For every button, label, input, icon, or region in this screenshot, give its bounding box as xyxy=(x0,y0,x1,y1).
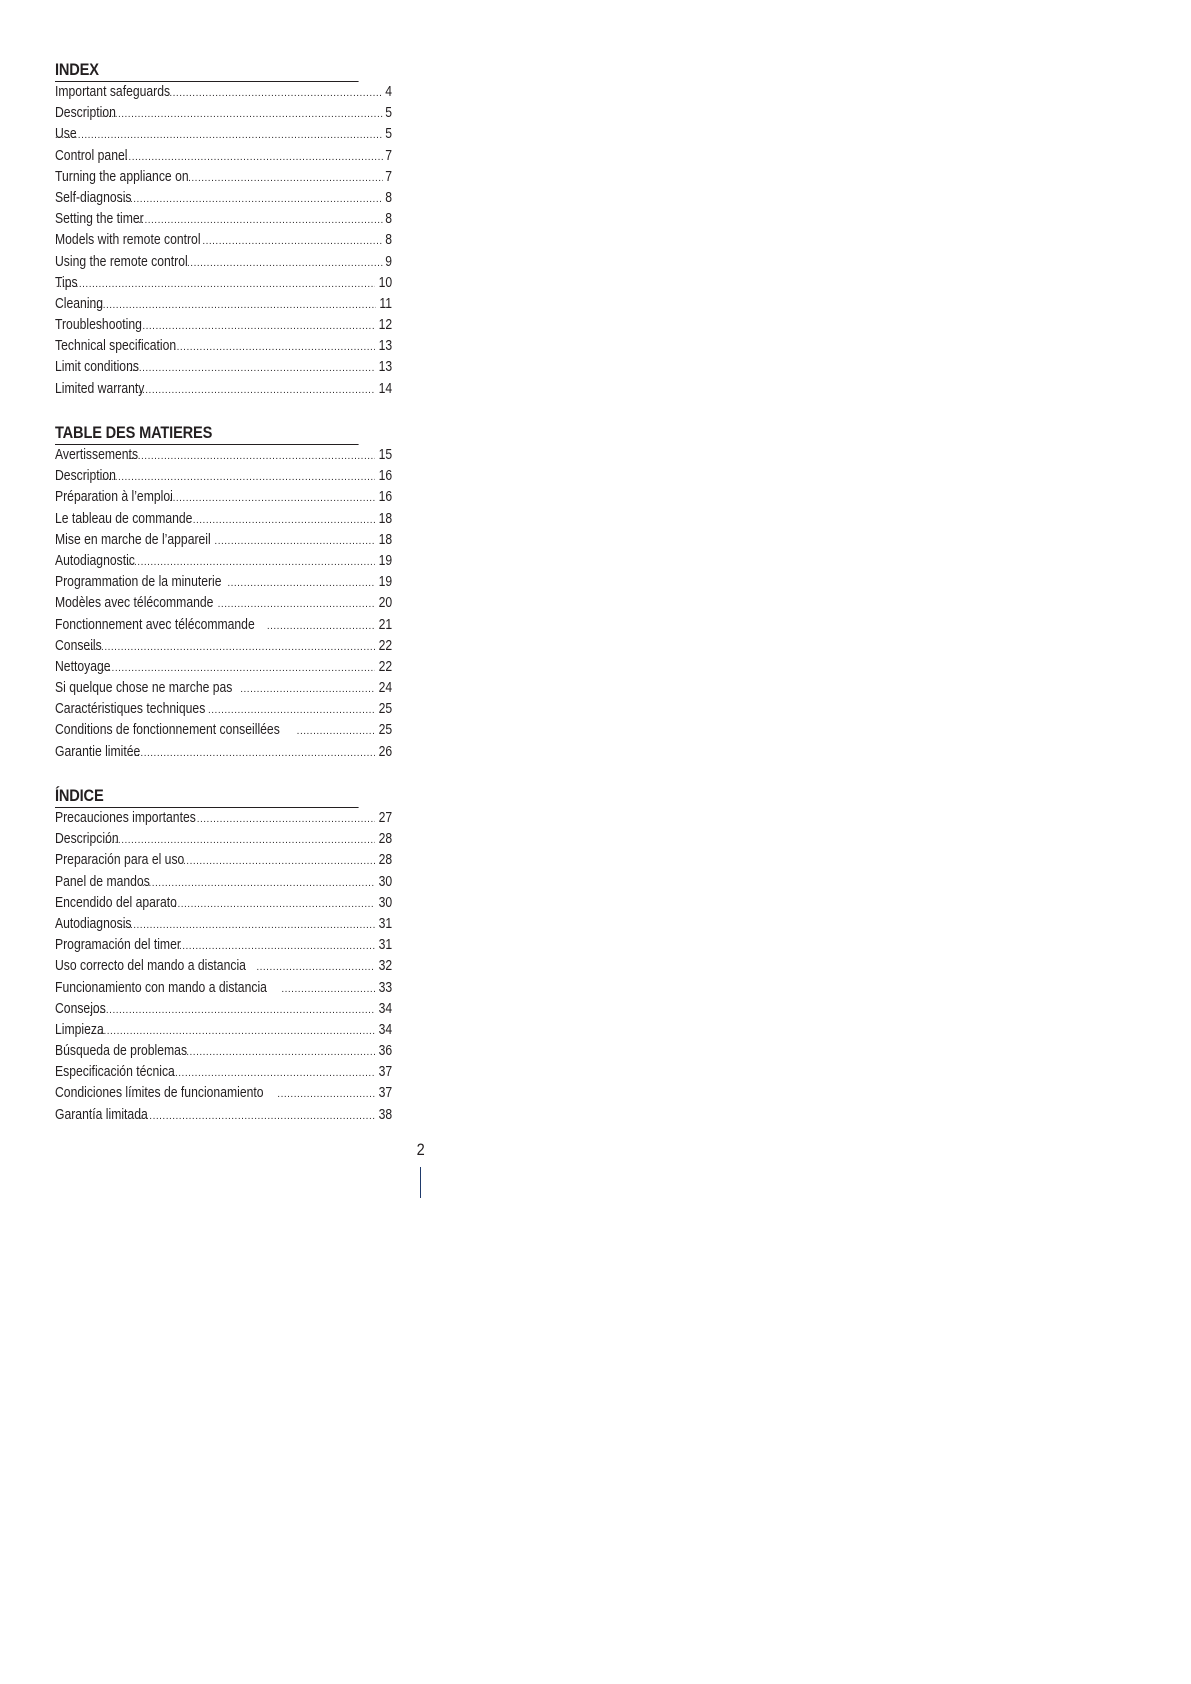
toc-entry[interactable] xyxy=(55,487,392,508)
toc-entry-label: Descripción xyxy=(55,831,119,848)
toc-entry-label: Autodiagnosis xyxy=(55,915,132,932)
toc-dot-leader xyxy=(56,274,375,294)
page-number-rule xyxy=(420,1167,421,1198)
toc-dot-leader xyxy=(120,189,383,209)
toc-entry-label: Consejos xyxy=(55,1000,106,1017)
toc-entry-label: Si quelque chose ne marche pas xyxy=(55,680,233,697)
toc-entry-page: 8 xyxy=(385,232,392,249)
toc-entry-label: Condiciones límites de funcionamiento xyxy=(55,1085,264,1102)
toc-entry-label: Self-diagnosis xyxy=(55,189,132,206)
toc-entry-page: 11 xyxy=(379,295,392,312)
toc-dot-leader xyxy=(135,380,374,400)
toc-dot-leader xyxy=(142,873,375,893)
toc-entry[interactable] xyxy=(55,466,392,487)
toc-section-title: TABLE DES MATIERES xyxy=(55,423,359,445)
toc-entry-label: Especificación técnica xyxy=(55,1064,175,1081)
toc-dot-leader xyxy=(120,915,375,935)
toc-entry[interactable] xyxy=(55,188,392,209)
toc-entry-label: Garantie limitée xyxy=(55,743,141,760)
toc-entry-label: Tips xyxy=(55,274,78,291)
toc-entry-page: 20 xyxy=(378,595,392,612)
toc-entry[interactable] xyxy=(55,699,392,720)
toc-entry[interactable] xyxy=(55,230,392,251)
toc-entry-page: 7 xyxy=(385,168,392,185)
toc-dot-leader xyxy=(277,1084,375,1104)
toc-dot-leader xyxy=(128,446,375,466)
toc-entry[interactable] xyxy=(55,509,392,530)
toc-entry[interactable] xyxy=(55,1083,392,1104)
toc-entry-page: 4 xyxy=(385,84,392,100)
toc-dot-leader xyxy=(173,337,375,357)
toc-entry-label: Use xyxy=(55,126,77,143)
toc-entry[interactable] xyxy=(55,336,392,357)
toc-entry[interactable] xyxy=(55,1062,392,1083)
toc-entry[interactable] xyxy=(55,167,392,188)
toc-dot-leader xyxy=(115,147,383,167)
toc-entry-page: 31 xyxy=(378,915,392,932)
toc-section-title: INDEX xyxy=(55,60,359,82)
toc-entry-label: Funcionamiento con mando a distancia xyxy=(55,979,267,996)
toc-entry-page: 28 xyxy=(378,852,392,869)
toc-entry-label: Preparación para el uso xyxy=(55,852,185,869)
toc-entry-label: Garantía limitada xyxy=(55,1106,148,1123)
toc-entry[interactable] xyxy=(55,593,392,614)
toc-entry[interactable] xyxy=(55,657,392,678)
toc-entry-page: 27 xyxy=(378,810,392,826)
toc-entry[interactable] xyxy=(55,572,392,593)
toc-dot-leader xyxy=(267,616,375,636)
toc-entry-label: Limpieza xyxy=(55,1021,104,1038)
toc-entry-page: 8 xyxy=(385,211,392,228)
toc-entry[interactable] xyxy=(55,1041,392,1062)
toc-entry[interactable] xyxy=(55,273,392,294)
toc-entry[interactable] xyxy=(55,720,392,741)
toc-entry-label: Using the remote control xyxy=(55,253,188,270)
toc-entry-page: 13 xyxy=(378,338,392,355)
toc-dot-leader xyxy=(193,510,375,530)
toc-entry-label: Modèles avec télécommande xyxy=(55,595,214,612)
toc-dot-leader xyxy=(90,1000,375,1020)
toc-entry-page: 16 xyxy=(378,489,392,506)
toc-section-title: ÍNDICE xyxy=(55,786,359,808)
toc-dot-leader xyxy=(102,104,383,124)
toc-entry-label: Mise en marche de l’appareil xyxy=(55,531,211,548)
toc-entry-label: Nettoyage xyxy=(55,658,111,675)
toc-entry-label: Le tableau de commande xyxy=(55,510,193,527)
toc-dot-leader xyxy=(214,531,374,551)
toc-dot-leader xyxy=(227,573,375,593)
toc-entry-page: 34 xyxy=(378,1021,392,1038)
toc-entry-page: 5 xyxy=(385,126,392,143)
toc-entry-page: 30 xyxy=(378,894,392,911)
toc-entry-page: 19 xyxy=(378,552,392,569)
toc-entry[interactable] xyxy=(55,551,392,572)
toc-entry-page: 25 xyxy=(378,722,392,739)
toc-entry[interactable] xyxy=(55,103,392,124)
toc-entry-label: Panel de mandos xyxy=(55,873,150,890)
toc-entry-page: 36 xyxy=(378,1043,392,1060)
toc-section-spanish xyxy=(55,786,408,1126)
toc-entry-label: Troubleshooting xyxy=(55,317,142,334)
toc-dot-leader xyxy=(86,295,376,315)
toc-dot-leader xyxy=(188,168,383,188)
toc-dot-leader xyxy=(186,1042,375,1062)
toc-dot-leader xyxy=(172,1063,375,1083)
toc-entry-page: 30 xyxy=(378,873,392,890)
toc-entry-page: 16 xyxy=(378,468,392,485)
toc-entry-label: Programación del timer xyxy=(55,937,181,954)
toc-entry-label: Fonctionnement avec télécommande xyxy=(55,616,255,633)
toc-entry-page: 12 xyxy=(378,317,392,334)
toc-entry-label: Avertissements xyxy=(55,447,139,463)
toc-entry[interactable] xyxy=(55,636,392,657)
toc-entry-page: 9 xyxy=(385,253,392,270)
toc-entry-page: 18 xyxy=(378,510,392,527)
toc-entry-page: 22 xyxy=(378,637,392,654)
toc-entry[interactable] xyxy=(55,252,392,273)
toc-entry-page: 32 xyxy=(378,958,392,975)
toc-entry[interactable] xyxy=(55,1020,392,1041)
toc-dot-leader xyxy=(240,679,375,699)
toc-entry[interactable] xyxy=(55,1105,392,1126)
toc-entry[interactable] xyxy=(55,999,392,1020)
toc-dot-leader xyxy=(139,1106,374,1126)
toc-entry-label: Important safeguards xyxy=(55,84,171,100)
toc-entry-page: 31 xyxy=(378,937,392,954)
toc-list xyxy=(55,445,408,763)
toc-entry-page: 34 xyxy=(378,1000,392,1017)
toc-entry-page: 19 xyxy=(378,574,392,591)
toc-entry-label: Description xyxy=(55,105,116,122)
toc-dot-leader xyxy=(256,957,375,977)
toc-entry-label: Cleaning xyxy=(55,295,104,312)
toc-entry-page: 28 xyxy=(378,831,392,848)
toc-entry[interactable] xyxy=(55,914,392,935)
toc-entry[interactable] xyxy=(55,124,392,145)
toc-dot-leader xyxy=(105,830,375,850)
toc-dot-leader xyxy=(133,316,375,336)
toc-dot-leader xyxy=(208,700,375,720)
toc-entry[interactable] xyxy=(55,146,392,167)
toc-entry[interactable] xyxy=(55,956,392,977)
toc-entry-page: 13 xyxy=(378,359,392,376)
toc-entry-label: Encendido del aparato xyxy=(55,894,177,911)
toc-dot-leader xyxy=(187,253,383,273)
toc-entry[interactable] xyxy=(55,209,392,230)
toc-entry-page: 24 xyxy=(378,680,392,697)
toc-entry[interactable] xyxy=(55,82,392,103)
toc-entry-label: Conseils xyxy=(55,637,102,654)
toc-entry-page: 7 xyxy=(385,147,392,164)
toc-entry-page: 18 xyxy=(378,531,392,548)
toc-entry-label: Control panel xyxy=(55,147,128,164)
toc-dot-leader xyxy=(166,83,383,103)
toc-entry[interactable] xyxy=(55,379,392,400)
toc-entry-label: Turning the appliance on xyxy=(55,168,189,185)
toc-entry-label: Models with remote control xyxy=(55,232,201,249)
toc-entry-label: Technical specification xyxy=(55,338,177,355)
toc-entry[interactable] xyxy=(55,808,392,829)
toc-dot-leader xyxy=(297,721,375,741)
toc-dot-leader xyxy=(124,552,375,572)
toc-entry[interactable] xyxy=(55,615,392,636)
toc-dot-leader xyxy=(131,743,375,763)
toc-entry-page: 37 xyxy=(378,1085,392,1102)
toc-dot-leader xyxy=(281,979,375,999)
toc-entry-page: 21 xyxy=(378,616,392,633)
toc-entry-page: 10 xyxy=(378,274,392,291)
toc-dot-leader xyxy=(129,358,375,378)
toc-entry[interactable] xyxy=(55,357,392,378)
toc-entry[interactable] xyxy=(55,978,392,999)
toc-dot-leader xyxy=(85,637,375,657)
toc-entry-page: 15 xyxy=(378,447,392,463)
toc-entry-label: Limited warranty xyxy=(55,380,145,397)
toc-section-french xyxy=(55,423,408,763)
toc-entry-label: Limit conditions xyxy=(55,359,139,376)
toc-dot-leader xyxy=(218,594,375,614)
page-number: 2 xyxy=(416,1140,425,1159)
toc-entry-label: Conditions de fonctionnement conseillées xyxy=(55,722,280,739)
toc-entry[interactable] xyxy=(55,829,392,850)
toc-entry-label: Setting the timer xyxy=(55,211,144,228)
toc-entry[interactable] xyxy=(55,294,392,315)
toc-dot-leader xyxy=(169,488,375,508)
toc-entry[interactable] xyxy=(55,530,392,551)
toc-entry-label: Búsqueda de problemas xyxy=(55,1043,188,1060)
toc-entry-label: Autodiagnostic xyxy=(55,552,135,569)
toc-dot-leader xyxy=(197,809,375,829)
toc-dot-leader xyxy=(202,231,383,251)
toc-entry[interactable] xyxy=(55,315,392,336)
toc-entry[interactable] xyxy=(55,678,392,699)
toc-entry[interactable] xyxy=(55,850,392,871)
toc-dot-leader xyxy=(55,125,383,145)
toc-entry-label: Uso correcto del mando a distancia xyxy=(55,958,246,975)
toc-entry[interactable] xyxy=(55,872,392,893)
toc-entry-page: 22 xyxy=(378,658,392,675)
toc-dot-leader xyxy=(183,851,375,871)
toc-entry[interactable] xyxy=(55,935,392,956)
toc-entry-page: 5 xyxy=(385,105,392,122)
toc-entry-page: 26 xyxy=(378,743,392,760)
toc-list xyxy=(55,82,408,400)
toc-list xyxy=(55,808,408,1126)
toc-entry-label: Precauciones importantes xyxy=(55,810,196,826)
toc-entry-label: Description xyxy=(55,468,116,485)
toc-entry-label: Caractéristiques techniques xyxy=(55,701,206,718)
toc-entry-page: 25 xyxy=(378,701,392,718)
toc-section-english xyxy=(55,60,408,400)
toc-entry-page: 38 xyxy=(378,1106,392,1123)
toc-entry-page: 14 xyxy=(378,380,392,397)
toc-entry-label: Programmation de la minuterie xyxy=(55,574,222,591)
toc-entry[interactable] xyxy=(55,893,392,914)
toc-entry[interactable] xyxy=(55,742,392,763)
toc-dot-leader xyxy=(102,467,375,487)
toc-entry-page: 8 xyxy=(385,189,392,206)
toc-entry-label: Préparation à l’emploi xyxy=(55,489,173,506)
toc-dot-leader xyxy=(135,210,383,230)
toc-entry[interactable] xyxy=(55,445,392,466)
toc-entry-page: 33 xyxy=(378,979,392,996)
toc-entry-page: 37 xyxy=(378,1064,392,1081)
toc-dot-leader xyxy=(179,936,375,956)
toc-dot-leader xyxy=(95,658,375,678)
toc-dot-leader xyxy=(87,1021,375,1041)
toc-dot-leader xyxy=(174,894,375,914)
